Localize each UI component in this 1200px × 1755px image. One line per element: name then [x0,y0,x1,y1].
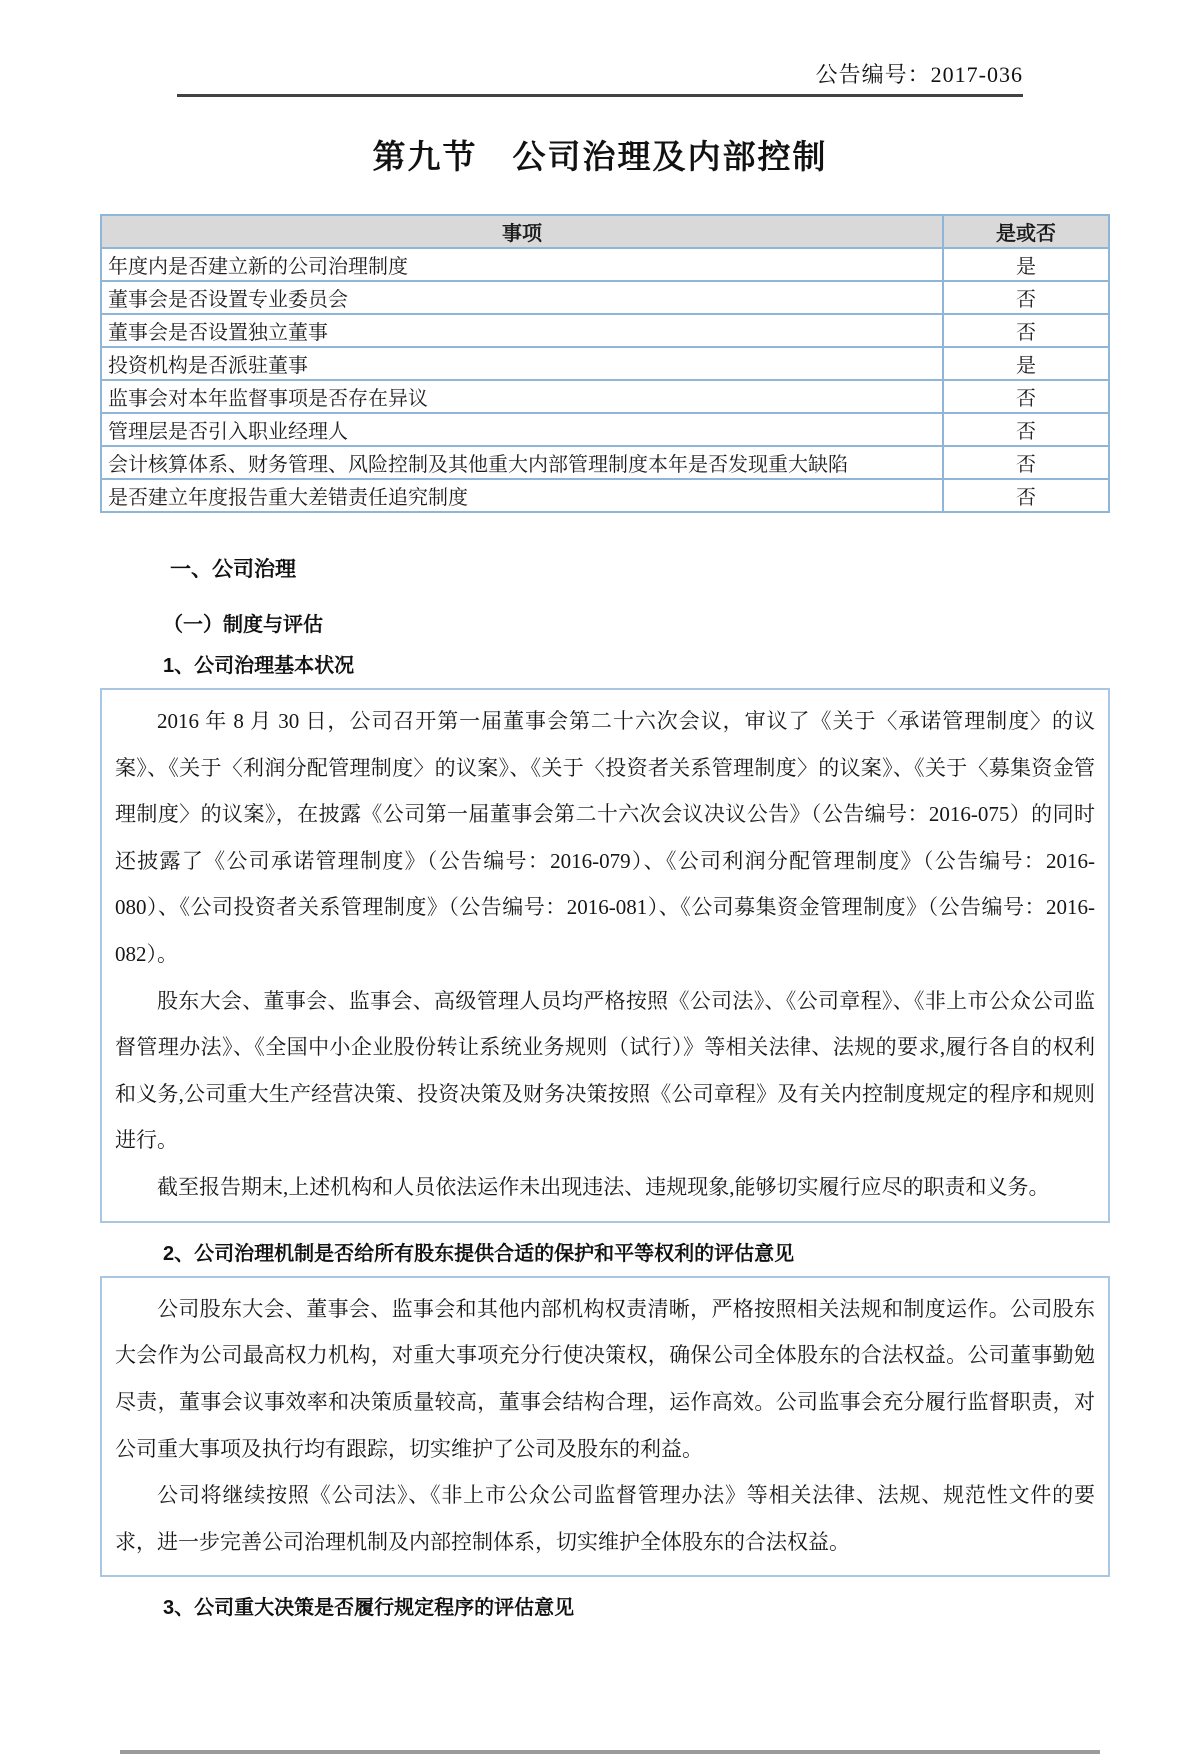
paragraph: 2016 年 8 月 30 日，公司召开第一届董事会第二十六次会议，审议了《关于〈承诺管理制度〉的议案》、《关于〈利润分配管理制度〉的议案》、《关于〈投资者关系管理制度〉的议案》、《关于〈募集资金管理制度〉的议案》，在披露《公司第一届董事会第二十六次会议决议公告》（公告编号：2016-075）的同时还披露了《公司承诺管理制度》（公告编号：2016-079）、《公司利润分配管理制度》（公告编号：2016-080）、《公司投资者关系管理制度》（公告编号：2016-081）、《公司募集资金管理制度》（公告编号：2016-082）。 [115,709,1095,967]
document-page [0,58,1200,1755]
table-row [101,446,1109,479]
table-cell-answer: 否 [943,413,1109,446]
table-cell-item: 是否建立年度报告重大差错责任追究制度 [101,479,943,512]
table-row [101,314,1109,347]
table-cell-item: 管理层是否引入职业经理人 [101,413,943,446]
section-heading-governance: 一、公司治理 [170,558,296,581]
table-cell-item: 会计核算体系、财务管理、风险控制及其他重大内部管理制度本年是否发现重大缺陷 [101,446,943,479]
table-row [101,380,1109,413]
announcement-number: 公告编号：2017-036 [815,62,1023,87]
table-cell-item: 监事会对本年监督事项是否存在异议 [101,380,943,413]
table-row [101,479,1109,512]
topic-heading-major-decisions: 3、公司重大决策是否履行规定程序的评估意见 [163,1597,575,1620]
table-cell-item: 董事会是否设置专业委员会 [101,281,943,314]
table-cell-answer: 是 [943,248,1109,281]
topic-heading-shareholder-protection: 2、公司治理机制是否给所有股东提供合适的保护和平等权利的评估意见 [163,1242,795,1265]
table-head [101,215,1109,248]
table-cell-item: 董事会是否设置独立董事 [101,314,943,347]
paragraph: 公司将继续按照《公司法》、《非上市公众公司监督管理办法》等相关法律、法规、规范性文件的要求，进一步完善公司治理机制及内部控制体系，切实维护全体股东的合法权益。 [115,1483,1095,1554]
table-header-item: 事项 [101,215,943,248]
governance-checklist-table [100,214,1110,513]
table-cell-answer: 否 [943,281,1109,314]
table-row [101,281,1109,314]
text-box-shareholder-protection [100,1276,1110,1578]
table-cell-item: 年度内是否建立新的公司治理制度 [101,248,943,281]
table-header-row [101,215,1109,248]
table-cell-item: 投资机构是否派驻董事 [101,347,943,380]
page-title: 第九节 公司治理及内部控制 [372,138,828,175]
paragraph: 公司股东大会、董事会、监事会和其他内部机构权责清晰，严格按照相关法规和制度运作。公司股东大会作为公司最高权力机构，对重大事项充分行使决策权，确保公司全体股东的合法权益。公司董事勤勉尽责，董事会议事效率和决策质量较高，董事会结构合理，运作高效。公司监事会充分履行监督职责，对公司重大事项及执行均有跟踪，切实维护了公司及股东的利益。 [115,1296,1095,1461]
subsection-heading-system-evaluation: （一）制度与评估 [163,614,323,636]
table-header-answer: 是或否 [943,215,1109,248]
topic-heading-basic-status: 1、公司治理基本状况 [163,655,355,677]
governance-table-body [101,248,1109,512]
table-cell-answer: 是 [943,347,1109,380]
table-cell-answer: 否 [943,380,1109,413]
paragraph: 股东大会、董事会、监事会、高级管理人员均严格按照《公司法》、《公司章程》、《非上市公众公司监督管理办法》、《全国中小企业股份转让系统业务规则（试行）》等相关法律、法规的要求,履行各自的权利和义务,公司重大生产经营决策、投资决策及财务决策按照《公司章程》及有关内控制度规定的程序和规则进行。 [115,988,1095,1153]
paragraph: 截至报告期末,上述机构和人员依法运作未出现违法、违规现象,能够切实履行应尽的职责和义务。 [157,1175,1050,1200]
page-header [177,58,1023,97]
table-row [101,413,1109,446]
table-row [101,347,1109,380]
table-row [101,248,1109,281]
table-cell-answer: 否 [943,479,1109,512]
text-box-basic-status [100,688,1110,1223]
table-cell-answer: 否 [943,314,1109,347]
page-edge-artifact [120,1750,1100,1754]
table-cell-answer: 否 [943,446,1109,479]
